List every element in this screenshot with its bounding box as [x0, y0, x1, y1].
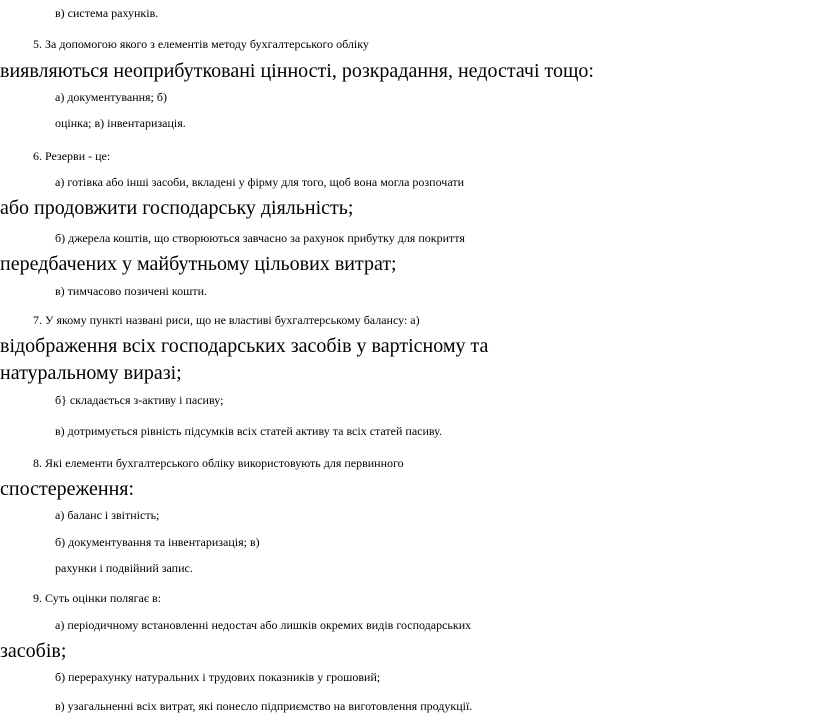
- answer-line: засобів;: [0, 640, 67, 662]
- answer-line: в) система рахунків.: [55, 6, 159, 20]
- question-line: відображення всіх господарських засобів у вартісному та: [0, 335, 489, 357]
- question-line-8: 8. Які елементи бухгалтерського обліку використовують для первинного: [33, 456, 404, 470]
- answer-line: натуральному виразі;: [0, 362, 182, 384]
- question-line-7: 7. У якому пункті названі риси, що не властиві бухгалтерському балансу: а): [33, 313, 420, 327]
- answer-line: б) перерахунку натуральних і трудових показників у грошовий;: [55, 670, 381, 684]
- question-line: спостереження:: [0, 478, 135, 500]
- question-line-6: 6. Резерви - це:: [33, 149, 111, 163]
- answer-line: б) документування та інвентаризація; в): [55, 535, 260, 549]
- answer-line: рахунки і подвійний запис.: [55, 561, 193, 575]
- answer-line: а) баланс і звітність;: [55, 508, 160, 522]
- answer-line: б) джерела коштів, що створюються завчасно за рахунок прибутку для покриття: [55, 231, 465, 245]
- answer-line: в) дотримується рівність підсумків всіх статей активу та всіх статей пасиву.: [55, 424, 442, 438]
- answer-line: оцінка; в) інвентаризація.: [55, 116, 186, 130]
- question-line-9: 9. Суть оцінки полягає в:: [33, 591, 162, 605]
- answer-line: а) документування; б): [55, 90, 167, 104]
- answer-line: в) узагальненні всіх витрат, які понесло підприємство на виготовлення продукції.: [55, 699, 473, 713]
- question-line-5: 5. За допомогою якого з елементів методу бухгалтерського обліку: [33, 37, 369, 51]
- question-line: виявляються неоприбутковані цінності, розкрадання, недостачі тощо:: [0, 60, 594, 82]
- answer-line: а) готівка або інші засоби, вкладені у фірму для того, щоб вона могла розпочати: [55, 175, 464, 189]
- answer-line: або продовжити господарську діяльність;: [0, 197, 354, 219]
- answer-line: передбачених у майбутньому цільових витрат;: [0, 253, 397, 275]
- answer-line: б} складається з-активу і пасиву;: [55, 393, 224, 407]
- answer-line: в) тимчасово позичені кошти.: [55, 284, 208, 298]
- answer-line: а) періодичному встановленні недостач або лишків окремих видів господарських: [55, 618, 472, 632]
